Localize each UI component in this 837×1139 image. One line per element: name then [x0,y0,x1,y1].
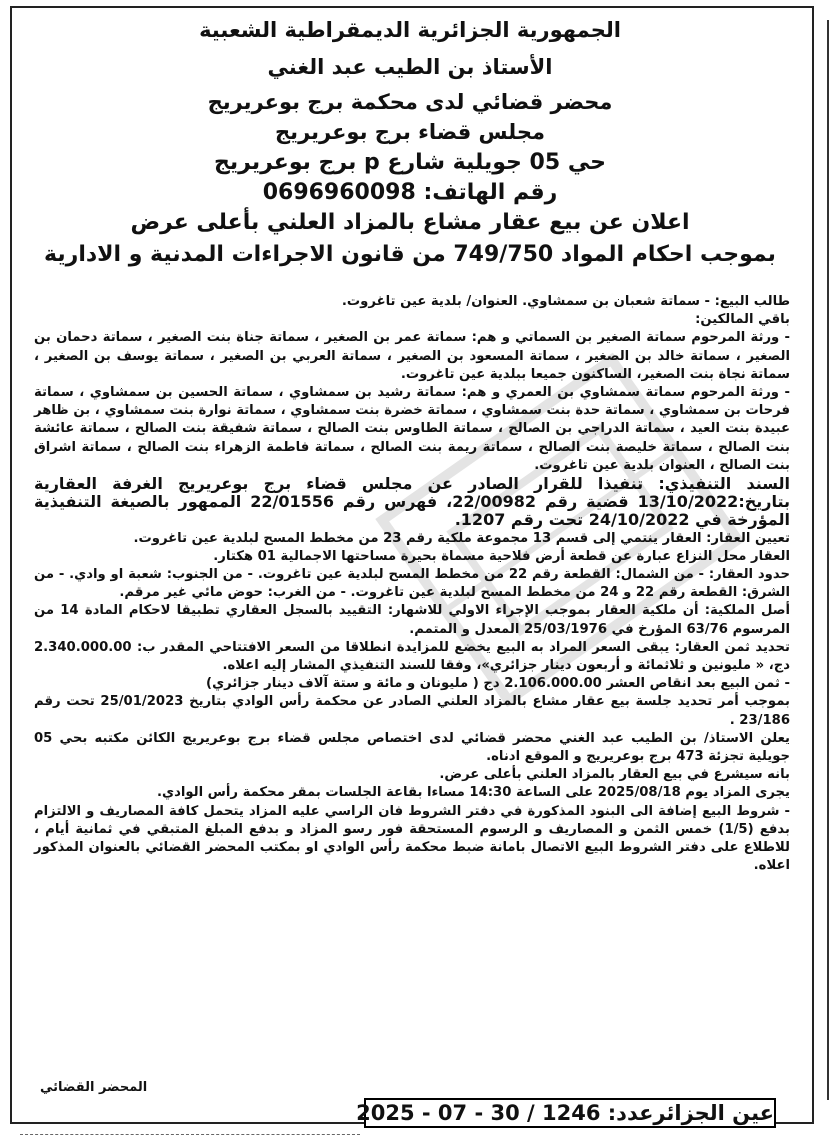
header-lawyer: الأستاذ بن الطيب عبد الغني [267,55,553,79]
executive-title: السند التنفيذي: تنفيذا للقرار الصادر عن مجلس قضاء برج بوعريريج الغرفة العقارية بتاريخ:13/10/2022 قضية رقم 22/00982، فهرس رقم 22/01556 الممهور بالصيغة التنفيذية المؤرخة في 24/10/2022 تحت رقم 1207. [34,474,791,530]
signature: المحضر القضائي [40,1080,148,1095]
sale-conditions: - شروط البيع إضافة الى البنود المذكورة في دفتر الشروط فان الراسي عليه المزاد يتحمل كافة المصاريف و الالتزام بدفع (1/5) خمس الثمن و المصاريف و الرسوم المستحقة فور رسو المزاد و بدفع المبلغ المتبقي في ثمانية أيام ، للاطلاع على دفتر الشروط البيع الاتصال بامانة ضبط محكمة رأس الوادي او بمكتب المحضر القضائي بالعنوان المذكور اعلاه. [34,803,790,874]
header-council: مجلس قضاء برج بوعريريج [275,120,545,144]
auction-date: يجرى المزاد يوم 2025/08/18 على الساعة 14:30 مساءا بقاعة الجلسات بمقر محكمة رأس الوادي. [156,785,790,801]
property-description: العقار محل النزاع عبارة عن قطعة أرض فلاحية مسماة بحيرة مساحتها الاجمالية 01 هكتار. [213,548,790,564]
property-boundaries: حدود العقار: - من الشمال: القطعة رقم 22 من مخطط المسح لبلدية عين تاغروت. - من الجنوب: شعبة او وادي. - من الشرق: القطعة رقم 22 و 24 من مخطط المسح لبلدية عين تاغروت. - من الغرب: حوض مائي غير مرقم. [34,567,790,601]
bottom-divider [20,1134,360,1135]
auction-notice: بانه سيشرع في بيع العقار بالمزاد العلني بأعلى عرض. [439,767,790,783]
legal-basis: بموجب احكام المواد 749/750 من قانون الاجراءات المدنية و الادارية [44,242,776,267]
publication-footer: عين الجزائرعدد: 1246 / 30 - 07 - 2025 [364,1098,776,1128]
property-origin: أصل الملكية: أن ملكية العقار بموجب الإجراء الاولي للاشهار: التقييد بالسجل العقاري تطبيقا لاحكام المادة 14 من المرسوم 63/76 المؤرخ في 25/03/1976 المعدل و المتمم. [34,603,791,637]
header-phone: رقم الهاتف: 0696960098 [262,180,558,205]
session-order: بموجب أمر تحديد جلسة بيع عقار مشاع بالمزاد العلني الصادر عن محكمة رأس الوادي بتاريخ 25/01/2023 تحت رقم 23/186 . [34,694,790,728]
bailiff-statement: يعلن الاستاذ/ بن الطيب عبد الغني محضر قضائي لدى اختصاص مجلس قضاء برج بوعريريج الكائن مكتبه بحي 05 جويلية تجزئة 473 برج بوعريريج و الموقع ادناه. [34,730,790,765]
price-determination: تحديد ثمن العقار: يبقى السعر المراد به البيع يخضع للمزايدة انطلاقا من السعر الافتتاحي المقدر ب: 2.340.000.00 دج، « مليونين و ثلاثمائة و أربعون دينار جزائري»، وفقا للسند التنفيذي المشار إليه اعلاه. [34,639,790,674]
property-designation: تعيين العقار: العقار ينتمي إلى قسم 13 مجموعة ملكية رقم 23 من مخطط المسح لبلدية عين تاغروت. [133,530,790,546]
seller-line: طالب البيع: - سماتة شعبان بن سمشاوي. العنوان/ بلدية عين تاغروت. [341,294,790,309]
owners-heading: باقي المالكين: [695,312,790,328]
header-country: الجمهورية الجزائرية الديمقراطية الشعبية [199,18,621,42]
reduced-price: - ثمن البيع بعد انقاص العشر 2.106.000.00 دج ( مليونان و مائة و ستة آلاف دينار جزائري) [206,676,790,692]
right-border-line [827,20,829,1100]
header-title: محضر قضائي لدى محكمة برج بوعريريج [207,90,613,114]
announcement-title: اعلان عن بيع عقار مشاع بالمزاد العلني بأعلى عرض [130,210,690,235]
announcement-body [34,293,790,876]
header-address: حي 05 جويلية شارع p برج بوعريريج [214,150,606,175]
heirs-group-2: - ورثة المرحوم سماتة سمشاوي بن العمري و هم: سماتة رشيد بن سمشاوي ، سماتة الحسين بن سمشاوي ، سماتة فرحات بن سمشاوي ، سماتة حدة بنت سمشاوي ، سماتة خضرة بنت سمشاوي ، سماتة نوارة بنت سمشاوي ، بن ظاهر عبيدة بنت العيد ، سماتة الدراجي بن الصالح ، سماتة الطاوس بنت الصالح ، سماتة شفيقة بنت الصالح ، سماتة عائشة بنت الصالح ، سماتة خليصة بنت الصالح ، سماتة ريمة بنت الصالح ، سماتة فاطمة الزهراء بنت الصالح ، سماتة اشراق بنت الصالح ، العنوان بلدية عين تاغروت. [34,385,790,473]
heirs-group-1: - ورثة المرحوم سماتة الصغير بن السماتي و هم: سماتة عمر بن الصغير ، سماتة جناة بنت الصغير ، سماتة دحمان بن الصغير ، سماتة خالد بن الصغير ، سماتة المسعود بن الصغير ، سماتة العربي بن الصغير ، سماتة يوسف بن الصغير ، سماتة نجاة بنت الصغير، الساكنون جميعا ببلدية عين تاغروت. [34,330,790,382]
